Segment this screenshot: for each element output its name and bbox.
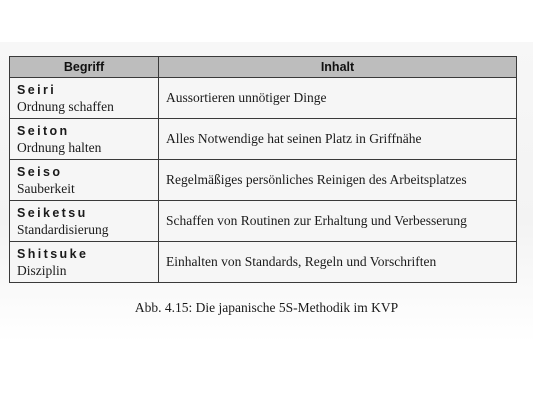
term-japanese: Seiton bbox=[17, 123, 70, 138]
header-begriff: Begriff bbox=[10, 57, 159, 78]
content-cell: Schaffen von Routinen zur Erhaltung und Verbesserung bbox=[159, 201, 517, 242]
term-german: Ordnung halten bbox=[17, 139, 102, 155]
term-cell bbox=[10, 201, 159, 242]
term-cell bbox=[10, 242, 159, 283]
table-row bbox=[10, 119, 517, 160]
content-cell: Aussortieren unnötiger Dinge bbox=[159, 78, 517, 119]
term-japanese: Shitsuke bbox=[17, 246, 89, 261]
table-row bbox=[10, 201, 517, 242]
term-japanese: Seiso bbox=[17, 164, 63, 179]
header-inhalt: Inhalt bbox=[159, 57, 517, 78]
content-cell: Regelmäßiges persönliches Reinigen des Arbeitsplatzes bbox=[159, 160, 517, 201]
table-row bbox=[10, 160, 517, 201]
content-cell: Alles Notwendige hat seinen Platz in Griffnähe bbox=[159, 119, 517, 160]
term-cell bbox=[10, 78, 159, 119]
term-german: Ordnung schaffen bbox=[17, 98, 114, 114]
term-german: Disziplin bbox=[17, 262, 67, 278]
content-cell: Einhalten von Standards, Regeln und Vorschriften bbox=[159, 242, 517, 283]
5s-table bbox=[9, 56, 517, 283]
term-german: Sauberkeit bbox=[17, 180, 75, 196]
table-row bbox=[10, 78, 517, 119]
term-japanese: Seiri bbox=[17, 82, 57, 97]
term-japanese: Seiketsu bbox=[17, 205, 88, 220]
table-row bbox=[10, 242, 517, 283]
figure-caption: Abb. 4.15: Die japanische 5S-Methodik im KVP bbox=[134, 300, 399, 315]
table-header-row bbox=[10, 57, 517, 78]
term-cell bbox=[10, 160, 159, 201]
term-german: Standardisierung bbox=[17, 221, 109, 237]
term-cell bbox=[10, 119, 159, 160]
